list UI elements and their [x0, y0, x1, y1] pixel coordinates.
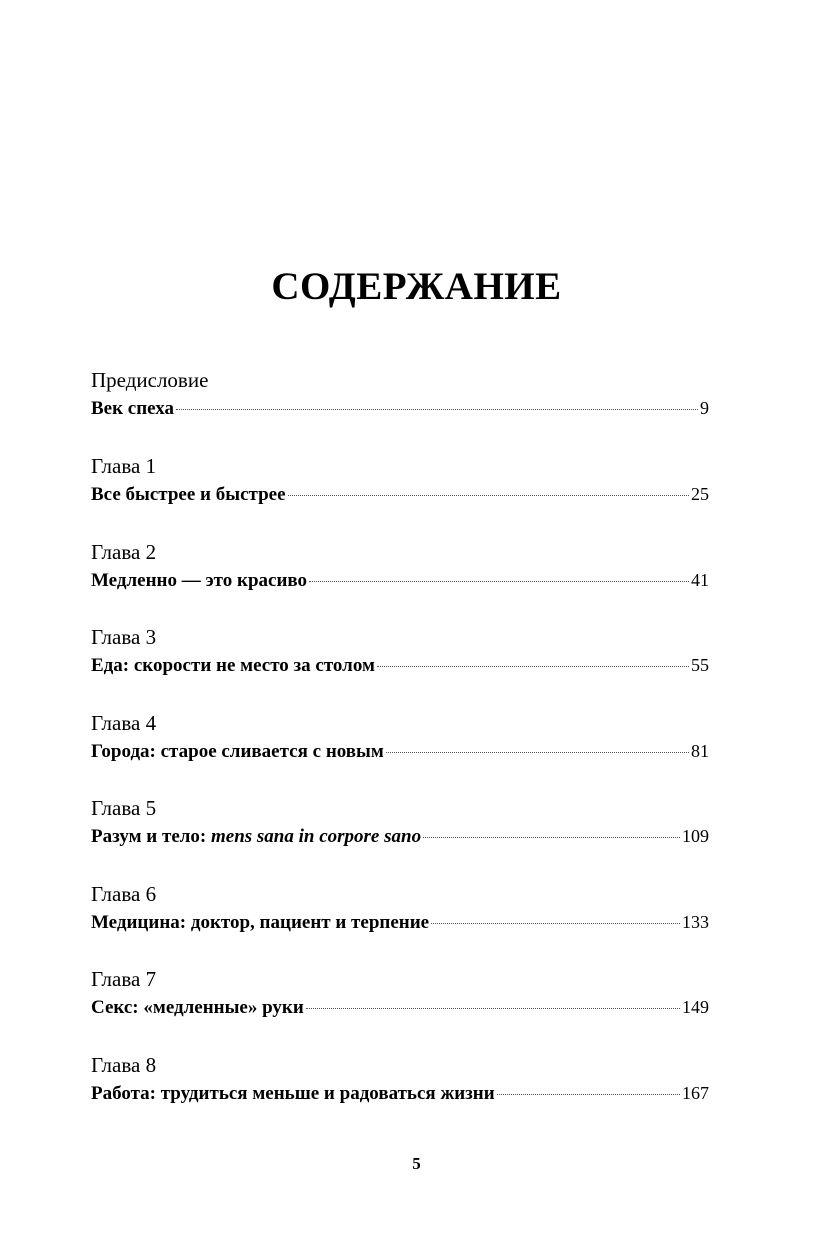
chapter-label: Предисловие — [91, 368, 209, 392]
chapter-label: Глава 5 — [91, 796, 157, 820]
page-number: 109 — [682, 826, 709, 846]
dot-leader — [431, 917, 680, 924]
toc-entry-chapter-2 — [91, 538, 709, 624]
table-of-contents — [91, 366, 709, 1136]
page-number: 9 — [700, 398, 709, 418]
toc-row[interactable] — [91, 737, 709, 765]
chapter-title: Разум и тело: mens sana in corpore sano — [91, 826, 422, 847]
chapter-label: Глава 4 — [91, 710, 157, 735]
chapter-label: Глава 3 — [91, 625, 157, 649]
chapter-label: Глава 7 — [91, 967, 157, 991]
toc-entry-chapter-8 — [91, 1051, 709, 1137]
dot-leader — [306, 1002, 680, 1009]
toc-row[interactable] — [91, 566, 709, 594]
page-title: СОДЕРЖАНИЕ — [271, 265, 562, 308]
toc-entry-chapter-1 — [91, 452, 709, 538]
chapter-title: Медленно — это красиво — [91, 569, 308, 591]
toc-row[interactable] — [91, 651, 709, 679]
dot-leader — [176, 403, 698, 410]
chapter-label: Глава 8 — [91, 1052, 157, 1077]
toc-row[interactable] — [91, 908, 709, 936]
dot-leader — [497, 1088, 680, 1095]
page-number: 55 — [691, 655, 709, 675]
toc-entry-chapter-6 — [91, 880, 709, 966]
dot-leader — [377, 660, 689, 667]
chapter-title: Век спеха — [91, 398, 174, 419]
chapter-title: Секс: «медленные» руки — [91, 997, 304, 1018]
toc-row[interactable] — [91, 1079, 709, 1107]
chapter-label: Глава 1 — [91, 454, 157, 478]
page-number: 167 — [682, 1082, 709, 1103]
chapter-title: Все быстрее и быстрее — [91, 484, 286, 505]
page-number: 41 — [691, 569, 709, 590]
chapter-title: Города: старое сливается с новым — [91, 740, 384, 762]
dot-leader — [309, 575, 689, 582]
toc-entry-chapter-4 — [91, 709, 709, 795]
toc-row[interactable] — [91, 480, 709, 508]
toc-row[interactable] — [91, 822, 709, 850]
dot-leader — [386, 746, 689, 753]
page-number: 25 — [691, 484, 709, 504]
page-number: 149 — [682, 997, 709, 1017]
chapter-title: Еда: скорости не место за столом — [91, 655, 375, 676]
toc-row[interactable] — [91, 993, 709, 1021]
toc-entry-chapter-7 — [91, 965, 709, 1051]
chapter-title: Медицина: доктор, пациент и терпение — [91, 911, 430, 933]
toc-entry-preface — [91, 366, 709, 452]
dot-leader — [288, 489, 690, 496]
chapter-label: Глава 6 — [91, 881, 157, 906]
chapter-label: Глава 2 — [91, 539, 157, 564]
toc-entry-chapter-5 — [91, 794, 709, 880]
toc-row[interactable] — [91, 394, 709, 422]
dot-leader — [423, 831, 680, 838]
page-number: 133 — [682, 911, 709, 932]
page-number: 81 — [691, 740, 709, 761]
page-number-footer: 5 — [412, 1154, 421, 1173]
chapter-title: Работа: трудиться меньше и радоваться жизни — [91, 1082, 495, 1104]
toc-entry-chapter-3 — [91, 623, 709, 709]
